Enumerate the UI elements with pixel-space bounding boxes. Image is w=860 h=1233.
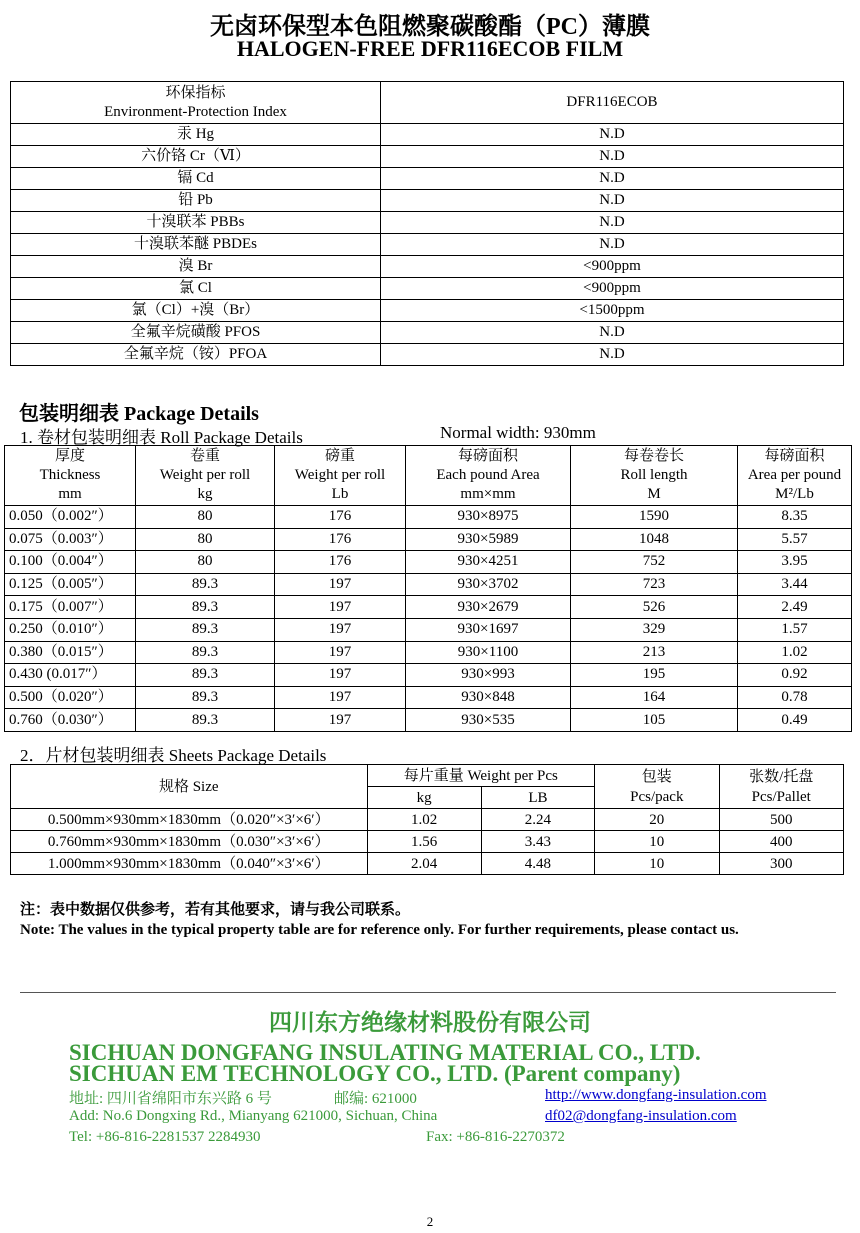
- env-index-value: <900ppm: [381, 256, 844, 278]
- roll-table-row: [5, 664, 852, 687]
- sheet-table-row: [11, 831, 844, 853]
- page-title-cn: 无卤环保型本色阻燃聚碳酸酯（PC）薄膜: [210, 14, 650, 40]
- roll-table-cell: 197: [275, 618, 406, 641]
- env-header-en: Environment-Protection Index: [104, 103, 287, 120]
- roll-header-line: kg: [197, 486, 213, 502]
- roll-table-cell: 930×993: [406, 664, 571, 687]
- sheet-package-table: [10, 764, 844, 875]
- roll-table-cell: 329: [571, 618, 738, 641]
- roll-package-label: 1. 卷材包装明细表 Roll Package Details: [20, 428, 303, 447]
- env-table-header: [11, 82, 844, 124]
- roll-table-cell: 930×8975: [406, 506, 571, 529]
- env-table-row: [11, 256, 844, 278]
- env-index-name: 全氟辛烷（铵）PFOA: [11, 344, 381, 366]
- roll-header-cell: [136, 446, 275, 506]
- roll-table-row: [5, 551, 852, 574]
- roll-table-cell: 930×1697: [406, 618, 571, 641]
- env-index-name: 六价铬 Cr（Ⅵ）: [11, 146, 381, 168]
- sheet-header-row-1: [11, 765, 844, 787]
- roll-table-cell: 1.02: [738, 641, 852, 664]
- roll-table-cell: 0.380（0.015″）: [5, 641, 136, 664]
- environment-protection-table: [10, 81, 844, 366]
- env-table-row: [11, 212, 844, 234]
- sheet-table-cell: 10: [595, 831, 719, 853]
- roll-table-cell: 89.3: [136, 618, 275, 641]
- env-index-name: 氯（Cl）+溴（Br）: [11, 300, 381, 322]
- roll-table-cell: 0.050（0.002″）: [5, 506, 136, 529]
- roll-header-line: 每磅面积: [457, 448, 518, 464]
- env-table-row: [11, 300, 844, 322]
- env-index-name: 铅 Pb: [11, 190, 381, 212]
- roll-table-cell: 89.3: [136, 664, 275, 687]
- note-en: Note: The values in the typical property table are for reference only. For further requirements, please contact us.: [20, 922, 739, 938]
- roll-table-row: [5, 573, 852, 596]
- env-index-value: N.D: [381, 146, 844, 168]
- roll-package-table: [4, 445, 852, 732]
- roll-table-cell: 176: [275, 528, 406, 551]
- roll-table-cell: 930×535: [406, 709, 571, 732]
- roll-table-cell: 930×848: [406, 686, 571, 709]
- sheet-table-row: [11, 853, 844, 875]
- sheet-header-pack: [595, 765, 719, 809]
- roll-table-cell: 752: [571, 551, 738, 574]
- roll-table-cell: 197: [275, 664, 406, 687]
- env-index-name: 镉 Cd: [11, 168, 381, 190]
- env-index-name: 汞 Hg: [11, 124, 381, 146]
- roll-table-cell: 1.57: [738, 618, 852, 641]
- roll-header-cell: [275, 446, 406, 506]
- env-table-row: [11, 146, 844, 168]
- roll-header-line: mm: [58, 486, 82, 502]
- roll-table-cell: 0.49: [738, 709, 852, 732]
- roll-table-cell: 0.92: [738, 664, 852, 687]
- sheet-table-row: [11, 809, 844, 831]
- roll-header-line: Area per pound: [747, 467, 842, 483]
- roll-table-row: [5, 506, 852, 529]
- roll-table-cell: 197: [275, 596, 406, 619]
- roll-table-cell: 80: [136, 551, 275, 574]
- roll-header-cell: [738, 446, 852, 506]
- roll-table-cell: 0.78: [738, 686, 852, 709]
- roll-table-cell: 105: [571, 709, 738, 732]
- env-index-value: N.D: [381, 322, 844, 344]
- roll-table-cell: 80: [136, 528, 275, 551]
- roll-header-line: M²/Lb: [775, 486, 814, 502]
- roll-table-cell: 213: [571, 641, 738, 664]
- roll-table-cell: 89.3: [136, 709, 275, 732]
- telephone: Tel: +86-816-2281537 2284930: [69, 1129, 261, 1145]
- roll-table-row: [5, 596, 852, 619]
- website-link[interactable]: http://www.dongfang-insulation.com: [545, 1087, 767, 1103]
- roll-table-row: [5, 618, 852, 641]
- env-index-value: N.D: [381, 190, 844, 212]
- roll-table-cell: 0.075（0.003″）: [5, 528, 136, 551]
- roll-header-line: Thickness: [39, 467, 101, 483]
- env-index-value: <1500ppm: [381, 300, 844, 322]
- roll-table-cell: 197: [275, 641, 406, 664]
- roll-table-cell: 930×4251: [406, 551, 571, 574]
- env-index-name: 溴 Br: [11, 256, 381, 278]
- env-table-row: [11, 190, 844, 212]
- roll-header-line: 磅重: [324, 448, 355, 464]
- address-cn: 地址: 四川省绵阳市东兴路 6 号: [69, 1091, 272, 1107]
- env-table-row: [11, 344, 844, 366]
- roll-table-cell: 0.100（0.004″）: [5, 551, 136, 574]
- env-index-name: 全氟辛烷磺酸 PFOS: [11, 322, 381, 344]
- roll-table-cell: 89.3: [136, 573, 275, 596]
- env-index-value: <900ppm: [381, 278, 844, 300]
- env-header-product: DFR116ECOB: [381, 82, 844, 124]
- sheet-header-pack-cn: 包装: [641, 768, 672, 785]
- roll-table-cell: 2.49: [738, 596, 852, 619]
- roll-table-cell: 5.57: [738, 528, 852, 551]
- roll-table-cell: 930×1100: [406, 641, 571, 664]
- env-index-value: N.D: [381, 344, 844, 366]
- roll-header-line: Weight per roll: [294, 467, 386, 483]
- env-index-name: 十溴联苯醚 PBDEs: [11, 234, 381, 256]
- roll-table-cell: 0.430 (0.017″）: [5, 664, 136, 687]
- roll-table-cell: 930×2679: [406, 596, 571, 619]
- sheet-header-pack-en: Pcs/pack: [630, 788, 684, 805]
- roll-table-header: [5, 446, 852, 506]
- roll-table-cell: 526: [571, 596, 738, 619]
- env-index-name: 氯 Cl: [11, 278, 381, 300]
- roll-header-line: Each pound Area: [436, 467, 540, 483]
- roll-table-cell: 930×5989: [406, 528, 571, 551]
- roll-table-cell: 197: [275, 686, 406, 709]
- sheet-table-cell: 0.500mm×930mm×1830mm（0.020″×3′×6′）: [11, 809, 368, 831]
- sheet-header-weight: 每片重量 Weight per Pcs: [367, 765, 595, 787]
- roll-table-cell: 197: [275, 573, 406, 596]
- roll-table-cell: 0.500（0.020″）: [5, 686, 136, 709]
- roll-header-line: 卷重: [189, 448, 220, 464]
- env-index-value: N.D: [381, 124, 844, 146]
- roll-header-line: Roll length: [620, 467, 688, 483]
- roll-table-row: [5, 528, 852, 551]
- roll-table-cell: 0.125（0.005″）: [5, 573, 136, 596]
- roll-header-line: 每磅面积: [764, 448, 825, 464]
- roll-table-cell: 0.250（0.010″）: [5, 618, 136, 641]
- roll-header-line: mm×mm: [460, 486, 516, 502]
- page-number: 2: [426, 1214, 434, 1229]
- roll-table-cell: 3.44: [738, 573, 852, 596]
- env-table-row: [11, 124, 844, 146]
- roll-header-line: Lb: [331, 486, 349, 502]
- env-header-index: [11, 82, 381, 124]
- roll-table-cell: 176: [275, 506, 406, 529]
- sheet-header-pallet: [719, 765, 844, 809]
- roll-table-cell: 1590: [571, 506, 738, 529]
- postcode: 邮编: 621000: [334, 1091, 417, 1107]
- fax: Fax: +86-816-2270372: [426, 1129, 565, 1145]
- sheet-header-pallet-en: Pcs/Pallet: [751, 788, 811, 805]
- roll-table-cell: 164: [571, 686, 738, 709]
- company-name-cn: 四川东方绝缘材料股份有限公司: [269, 1010, 591, 1036]
- roll-table-cell: 197: [275, 709, 406, 732]
- sheet-table-cell: 300: [719, 853, 844, 875]
- sheet-table-cell: 1.02: [367, 809, 481, 831]
- roll-table-cell: 3.95: [738, 551, 852, 574]
- env-table-row: [11, 168, 844, 190]
- parent-company-name: SICHUAN EM TECHNOLOGY CO., LTD. (Parent company): [69, 1061, 681, 1086]
- sheet-table-cell: 500: [719, 809, 844, 831]
- env-table-row: [11, 322, 844, 344]
- address-en: Add: No.6 Dongxing Rd., Mianyang 621000, Sichuan, China: [69, 1108, 438, 1124]
- note-cn: 注：表中数据仅供参考，若有其他要求，请与我公司联系。: [20, 902, 411, 918]
- roll-header-cell: [571, 446, 738, 506]
- sheet-header-kg: kg: [367, 787, 481, 809]
- sheet-table-cell: 1.000mm×930mm×1830mm（0.040″×3′×6′）: [11, 853, 368, 875]
- roll-table-cell: 195: [571, 664, 738, 687]
- sheet-table-cell: 4.48: [481, 853, 594, 875]
- roll-table-cell: 89.3: [136, 641, 275, 664]
- sheet-header-lb: LB: [481, 787, 594, 809]
- sheet-table-cell: 1.56: [367, 831, 481, 853]
- roll-table-cell: 0.760（0.030″）: [5, 709, 136, 732]
- roll-table-cell: 930×3702: [406, 573, 571, 596]
- page-title-en: HALOGEN-FREE DFR116ECOB FILM: [236, 36, 624, 61]
- roll-table-row: [5, 641, 852, 664]
- email-link[interactable]: df02@dongfang-insulation.com: [545, 1108, 737, 1124]
- roll-header-line: 每卷卷长: [623, 448, 684, 464]
- sheet-header-pallet-cn: 张数/托盘: [749, 768, 814, 785]
- roll-table-row: [5, 686, 852, 709]
- roll-table-cell: 723: [571, 573, 738, 596]
- package-details-title: 包装明细表 Package Details: [19, 403, 259, 425]
- roll-table-row: [5, 709, 852, 732]
- footer-divider: [20, 992, 836, 993]
- roll-header-line: M: [647, 486, 661, 502]
- roll-table-cell: 0.175（0.007″）: [5, 596, 136, 619]
- roll-table-cell: 80: [136, 506, 275, 529]
- env-index-name: 十溴联苯 PBBs: [11, 212, 381, 234]
- env-index-value: N.D: [381, 212, 844, 234]
- env-table-row: [11, 278, 844, 300]
- sheet-table-cell: 0.760mm×930mm×1830mm（0.030″×3′×6′）: [11, 831, 368, 853]
- env-header-cn: 环保指标: [165, 84, 226, 101]
- sheet-table-cell: 2.04: [367, 853, 481, 875]
- sheet-table-cell: 2.24: [481, 809, 594, 831]
- env-table-row: [11, 234, 844, 256]
- env-index-value: N.D: [381, 168, 844, 190]
- env-index-value: N.D: [381, 234, 844, 256]
- sheet-table-cell: 20: [595, 809, 719, 831]
- roll-header-cell: [5, 446, 136, 506]
- sheet-table-cell: 10: [595, 853, 719, 875]
- roll-table-cell: 89.3: [136, 596, 275, 619]
- sheet-table-cell: 3.43: [481, 831, 594, 853]
- roll-header-cell: [406, 446, 571, 506]
- sheet-table-cell: 400: [719, 831, 844, 853]
- roll-header-line: 厚度: [54, 448, 85, 464]
- roll-table-cell: 89.3: [136, 686, 275, 709]
- sheet-header-size: 规格 Size: [11, 765, 368, 809]
- roll-table-cell: 176: [275, 551, 406, 574]
- roll-table-cell: 8.35: [738, 506, 852, 529]
- normal-width-label: Normal width: 930mm: [440, 423, 596, 442]
- sheet-package-label: 2．片材包装明细表 Sheets Package Details: [20, 746, 327, 765]
- roll-table-cell: 1048: [571, 528, 738, 551]
- company-name-en: SICHUAN DONGFANG INSULATING MATERIAL CO., LTD.: [69, 1040, 701, 1065]
- roll-header-line: Weight per roll: [159, 467, 251, 483]
